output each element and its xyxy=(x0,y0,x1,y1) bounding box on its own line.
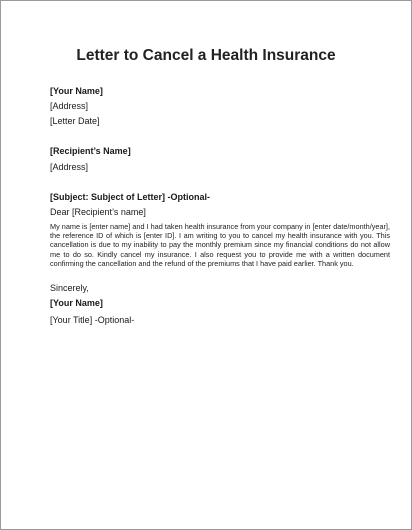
closing: Sincerely, xyxy=(50,283,89,293)
letter-body: My name is [enter name] and I had taken health insurance from your company in [enter date/month/year], the reference ID of which is [enter ID]. I am writing to you to cancel my health insurance with you. This cancellation is due to my inability to pay the monthly premium since my financial conditions do not allow me to do so. Kindly cancel my insurance. I also request you to provide me with a written document confirming the cancellation and the refund of the premiums that I have paid earlier. Thank you. xyxy=(50,222,390,268)
recipient-name: [Recipient’s Name] xyxy=(50,146,131,156)
letter-date: [Letter Date] xyxy=(50,116,100,126)
subject-line: [Subject: Subject of Letter] -Optional- xyxy=(50,192,210,202)
salutation: Dear [Recipient’s name] xyxy=(50,207,146,217)
recipient-address: [Address] xyxy=(50,162,89,172)
letter-title: Letter to Cancel a Health Insurance xyxy=(76,47,336,64)
signature-name: [Your Name] xyxy=(50,298,103,308)
signature-title: [Your Title] -Optional- xyxy=(50,315,135,325)
sender-name: [Your Name] xyxy=(50,86,103,96)
sender-address: [Address] xyxy=(50,101,89,111)
